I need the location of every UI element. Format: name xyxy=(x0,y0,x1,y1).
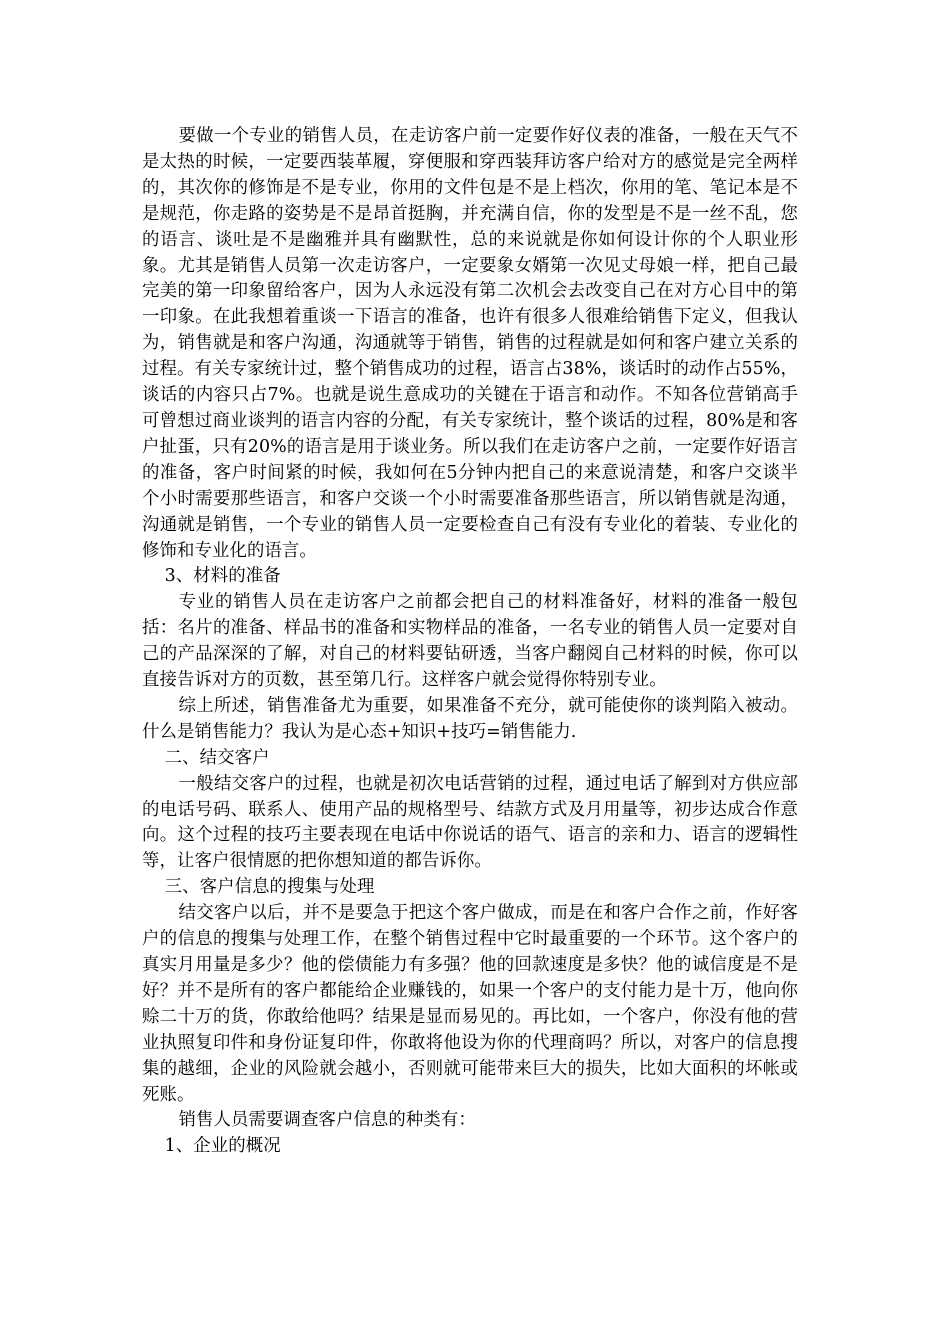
paragraph-making-customer-contacts: 一般结交客户的过程，也就是初次电话营销的过程，通过电话了解到对方供应部的电话号码、联系人、使用产品的规格型号、结款方式及月用量等，初步达成合作意向。这个过程的技巧主要表现在电话中你说话的语气、语言的亲和力、语言的逻辑性等，让客户很情愿的把你想知道的都告诉你。 xyxy=(142,773,798,872)
heading-making-customer-contacts: 二、结交客户 xyxy=(164,747,270,768)
paragraph-materials-preparation: 专业的销售人员在走访客户之前都会把自己的材料准备好，材料的准备一般包括：名片的准备、样品书的准备和实物样品的准备，一名专业的销售人员一定要对自己的产品深深的了解，对自己的材料要钻研透，当客户翻阅自己材料的时候，你可以直接告诉对方的页数，甚至第几行。这样客户就会觉得你特别专业。 xyxy=(142,592,798,691)
paragraph-customer-information-collection: 结交客户以后，并不是要急于把这个客户做成，而是在和客户合作之前，作好客户的信息的搜集与处理工作，在整个销售过程中它时最重要的一个环节。这个客户的真实月用量是多少？他的偿债能力有多强？他的回款速度是多快？他的诚信度是不是好？并不是所有的客户都能给企业赚钱的，如果一个客户的支付能力是十万，他向你赊二十万的货，你敢给他吗？结果是显而易见的。再比如，一个客户，你没有他的营业执照复印件和身份证复印件，你敢将他设为你的代理商吗？所以，对客户的信息搜集的越细，企业的风险就会越小，否则就可能带来巨大的损失，比如大面积的坏帐或死账。 xyxy=(142,903,798,1105)
document-body xyxy=(142,124,798,1160)
heading-company-overview: 1、企业的概况 xyxy=(164,1136,281,1157)
heading-materials-preparation: 3、材料的准备 xyxy=(164,566,281,587)
paragraph-customer-information-types-intro: 销售人员需要调查客户信息的种类有： xyxy=(178,1110,476,1131)
paragraph-appearance-and-language-preparation: 要做一个专业的销售人员，在走访客户前一定要作好仪表的准备，一般在天气不是太热的时候，一定要西装革履，穿便服和穿西装拜访客户给对方的感觉是完全两样的，其次你的修饰是不是专业，你用的文件包是不是上档次，你用的笔、笔记本是不是规范，你走路的姿势是不是昂首挺胸，并充满自信，你的发型是不是一丝不乱，您的语言、谈吐是不是幽雅并具有幽默性，总的来说就是你如何设计你的个人职业形象。尤其是销售人员第一次走访客户，一定要象女婿第一次见丈母娘一样，把自己最完美的第一印象留给客户，因为人永远没有第二次机会去改变自己在对方心目中的第一印象。在此我想着重谈一下语言的准备，也许有很多人很难给销售下定义，但我认为，销售就是和客户沟通，沟通就等于销售，销售的过程就是如何和客户建立关系的过程。有关专家统计过，整个销售成功的过程，语言占38%，谈话时的动作占55%，谈话的内容只占7%。也就是说生意成功的关键在于语言和动作。不知各位营销高手可曾想过商业谈判的语言内容的分配，有关专家统计，整个谈话的过程，80%是和客户扯蛋，只有20%的语言是用于谈业务。所以我们在走访客户之前，一定要作好语言的准备，客户时间紧的时候，我如何在5分钟内把自己的来意说清楚，和客户交谈半个小时需要那些语言，和客户交谈一个小时需要准备那些语言，所以销售就是沟通，沟通就是销售，一个专业的销售人员一定要检查自己有没有专业化的着装、专业化的修饰和专业化的语言。 xyxy=(142,126,798,561)
paragraph-summary-sales-ability: 综上所述，销售准备尤为重要，如果准备不充分，就可能使你的谈判陷入被动。什么是销售能力？我认为是心态+知识+技巧=销售能力. xyxy=(142,695,798,742)
heading-customer-information-collection: 三、客户信息的搜集与处理 xyxy=(164,877,375,898)
